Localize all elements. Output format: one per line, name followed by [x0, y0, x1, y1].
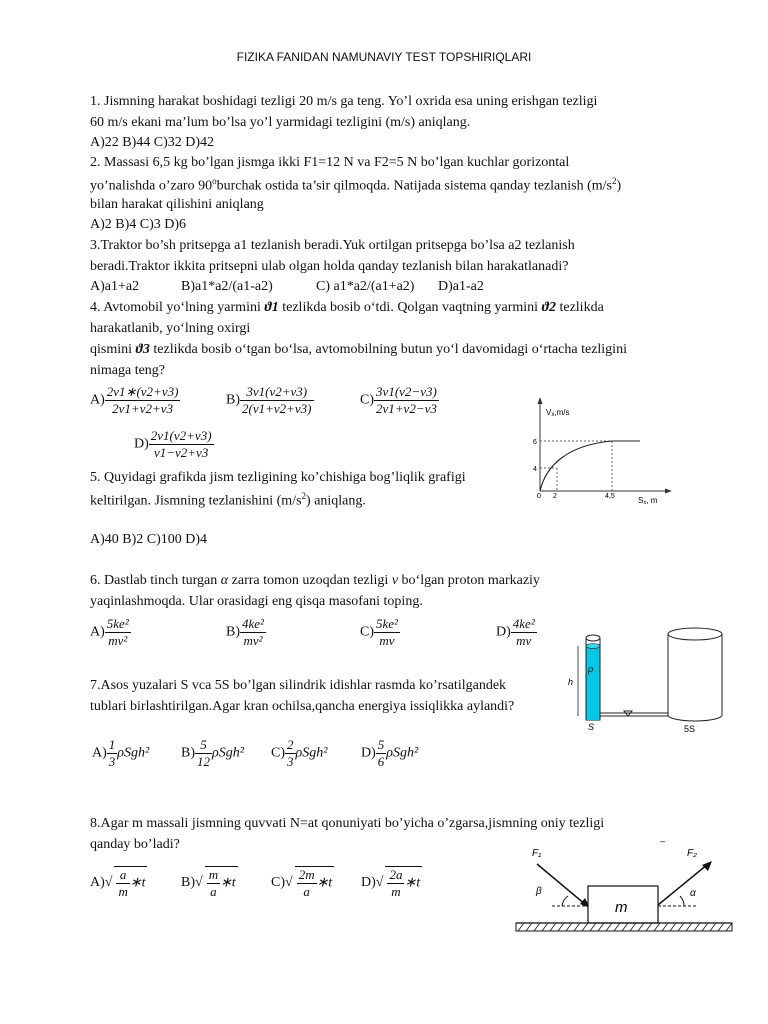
label-5s: 5S [684, 724, 696, 734]
x-tick-0: 0 [537, 493, 541, 500]
label-h: h [568, 677, 574, 687]
q7-option-b: B) $\frac{5}{12}$ ρSgh² [181, 737, 244, 769]
q2-text-line1: 2. Massasi 6,5 kg bo’lgan jismga ikki F1=12 N va F2=5 N bo’lgan kuchlar gorizontal [90, 155, 570, 170]
q6-option-d: D) $\frac{\text{4ke²}}{mv}$ [496, 616, 535, 648]
label-alpha: α [690, 888, 696, 899]
q2-text-line2: yo’nalishda o’zaro 90$^o$burchak ostida ta’sir qilmoqda. Natijada sistema qanday tezlanish $(m/s^2)$ [90, 176, 622, 194]
q6-text-line2: yaqinlashmoqda. Ular orasidagi eng qisqa masofani toping. [90, 594, 423, 609]
q8-option-c: C)√ $\frac{2m}{a}$ ∗t [271, 867, 333, 899]
f2-arrowhead [702, 861, 712, 871]
q8-forces-figure [512, 834, 738, 938]
q3-option-a: A)a1+a2 [90, 279, 140, 294]
q3-option-c: C) a1*a2/(a1+a2) [316, 279, 415, 294]
q4-option-a: A) $\frac{2v1∗(v2+v3)}{2v1+v2+v3}$ [90, 384, 179, 416]
q4-option-d: D) $\frac{2v1(v2+v3)}{v1-v2+v3}$ [134, 428, 212, 460]
graph-xlabel: Sx, m [638, 496, 658, 505]
graph-ylabel: Vx,m/s [546, 408, 570, 418]
q8-option-a: A)√ $\frac{a}{m}$ ∗t [90, 867, 146, 899]
q7-option-a: A) $\frac{1}{3}$ ρSgh² [92, 737, 150, 769]
q7-cylinders-figure [560, 620, 730, 738]
q4-option-b: B) $\frac{3v1(v2+v3)}{2(v1+v2+v3)}$ [226, 384, 312, 416]
y-axis-arrow [538, 397, 543, 404]
q8-text-line2: qanday bo’ladi? [90, 837, 180, 852]
y-tick-6: 6 [533, 439, 537, 446]
label-beta: β [536, 886, 542, 897]
label-rho: ρ [588, 664, 594, 674]
q3-option-b: B)a1*a2/(a1-a2) [181, 279, 273, 294]
small-cylinder-top [586, 635, 600, 641]
q8-option-b: B)√ $\frac{m}{a}$ ∗t [181, 867, 236, 899]
x-tick-2: 2 [553, 493, 557, 500]
label-m: m [615, 899, 628, 916]
q7-option-c: C) $\frac{2}{3}$ ρSgh² [271, 737, 328, 769]
q3-option-d: D)a1-a2 [438, 279, 484, 294]
x-tick-4-5: 4,5 [605, 493, 615, 500]
beta-arc [562, 896, 568, 906]
q4-text-line3: qismini ϑ3 tezlikda bosib o‘tgan bo‘lsa, avtomobilning butun yo‘l davomidagi o‘rtacha tezligini [90, 342, 627, 357]
ground-hatching [518, 923, 732, 931]
label-f1: F₁ [532, 848, 542, 859]
x-axis-arrow [665, 489, 672, 494]
q5-velocity-graph [528, 393, 676, 505]
q3-text-line2: beradi.Traktor ikkita pritsepni ulab olgan holda qanday tezlanish bilan harakatlanadi? [90, 259, 569, 274]
q4-text-line4: nimaga teng? [90, 363, 166, 378]
q4-option-c: C) $\frac{3v1(v2-v3)}{2v1+v2-v3}$ [360, 384, 437, 416]
q6-text-line1: 6. Dastlab tinch turgan α zarra tomon uzoqdan tezligi v bo‘lgan proton markaziy [90, 573, 540, 588]
q5-text-line1: 5. Quyidagi grafikda jism tezligining ko’chishiga bog’liqlik grafigi [90, 470, 466, 485]
force-f2-arrow [658, 864, 708, 905]
dash-mark: – [660, 836, 666, 846]
q4-text-line2: harakatlanib, yo‘lning oxirgi [90, 321, 251, 336]
q2-options: A)2 B)4 C)3 D)6 [90, 217, 187, 232]
q5-options: A)40 B)2 C)100 D)4 [90, 532, 208, 547]
q1-text-line1: 1. Jismning harakat boshidagi tezligi 20 m/s ga teng. Yo’l oxrida esa uning erishgan tezligi [90, 94, 598, 109]
q6-option-a: A) $\frac{\text{5ke²}}{\text{mv²}}$ [90, 616, 129, 648]
q3-text-line1: 3.Traktor bo’sh pritsepga a1 tezlanish beradi.Yuk ortilgan pritsepga bo’lsa a2 tezlanish [90, 238, 575, 253]
q2-text-line3: bilan harakat qilishini aniqlang [90, 197, 264, 212]
q8-option-d: D)√ $\frac{2a}{m}$ ∗t [361, 867, 421, 899]
q1-text-line2: 60 m/s ekani ma’lum bo’lsa yo’l yarmidagi tezligini (m/s) aniqlang. [90, 115, 471, 130]
y-tick-4: 4 [533, 466, 537, 473]
label-s: S [588, 722, 595, 732]
liquid-surface [586, 644, 600, 649]
liquid-column [586, 646, 600, 720]
q1-options: A)22 B)44 C)32 D)42 [90, 135, 215, 150]
q7-text-line2: tublari birlashtirilgan.Agar kran ochilsa,qancha energiya issiqlikka aylandi? [90, 699, 515, 714]
velocity-curve [540, 441, 640, 491]
q6-option-b: B) $\frac{\text{4ke²}}{\text{mv²}}$ [226, 616, 264, 648]
q5-text-line2: keltirilgan. Jismning tezlanishini $(m/s^2)$ aniqlang. [90, 491, 366, 509]
large-cylinder-bottom [668, 715, 722, 721]
page-title: FIZIKA FANIDAN NAMUNAVIY TEST TOPSHIRIQLARI [236, 50, 532, 64]
q4-text-line1: 4. Avtomobil yo‘lning yarmini ϑ1 tezlikda bosib o‘tdi. Qolgan vaqtning yarmini ϑ2 tezlikda [90, 300, 604, 315]
q7-option-d: D) $\frac{5}{6}$ ρSgh² [361, 737, 419, 769]
large-cylinder-top [668, 628, 722, 640]
force-f1-arrow [537, 864, 586, 905]
q6-option-c: C) $\frac{\text{5ke²}}{mv}$ [360, 616, 398, 648]
q7-text-line1: 7.Asos yuzalari S vca 5S bo’lgan silindrik idishlar rasmda ko’rsatilgandek [90, 678, 507, 693]
label-f2: F₂ [687, 848, 697, 859]
q8-text-line1: 8.Agar m massali jismning quvvati N=at qonuniyati bo’yicha o’zgarsa,jismning oniy tezligi [90, 816, 605, 831]
alpha-arc [680, 896, 684, 906]
